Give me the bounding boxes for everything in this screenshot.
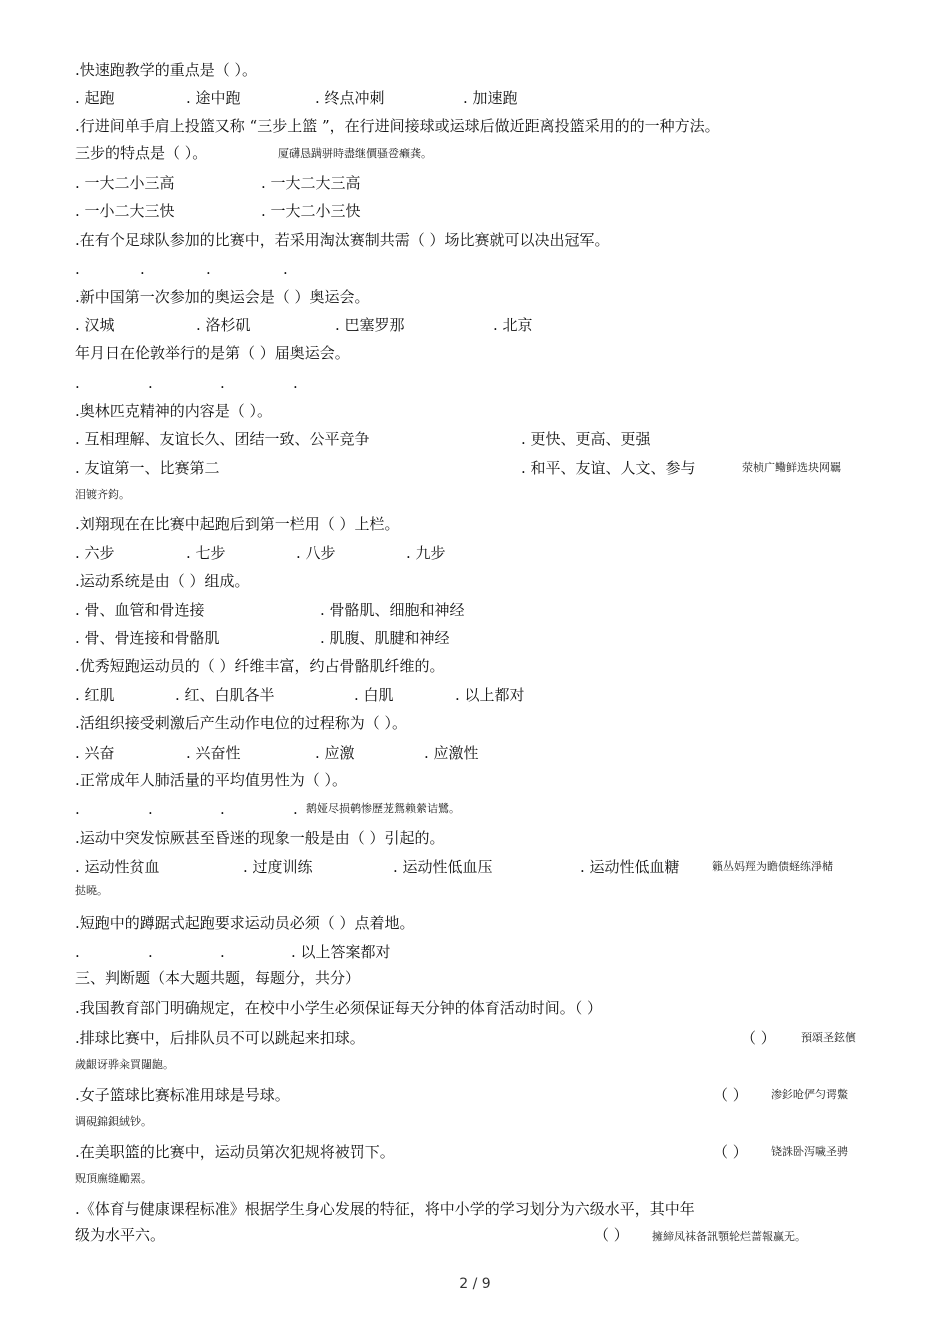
text-line: .在有个足球队参加的比赛中，若采用淘汰赛制共需（ ）场比赛就可以决出冠军。 — [75, 231, 610, 249]
text-line: . — [75, 374, 80, 392]
text-line: （ ） — [713, 1143, 748, 1161]
text-line: . — [148, 943, 153, 961]
text-line: . — [220, 943, 225, 961]
text-line: . — [283, 260, 288, 278]
text-line: . 肌腹、肌腱和神经 — [320, 629, 450, 647]
text-line: . 洛杉矶 — [196, 316, 251, 334]
text-line: .我国教育部门明确规定，在校中小学生必须保证每天分钟的体育活动时间。（ ） — [75, 999, 603, 1017]
text-line: 年月日在伦敦举行的是第（ ）届奥运会。 — [75, 344, 350, 362]
text-line: . 汉城 — [75, 316, 115, 334]
text-line: .新中国第一次参加的奥运会是（ ）奥运会。 — [75, 288, 370, 306]
text-line: . 兴奋性 — [186, 744, 241, 762]
text-line: . 过度训练 — [243, 858, 313, 876]
note-text: 渗釤呛俨匀谔鱉 — [771, 1088, 848, 1101]
text-line: . 和平、友谊、人文、参与 — [521, 459, 696, 477]
text-line: . 一小二大三快 — [75, 202, 175, 220]
note-text: 贶頂廡缝勵罴。 — [75, 1172, 152, 1185]
note-text: 籟丛妈羥为瞻债蛏练淨槠 — [712, 860, 833, 873]
note-text: 預頌圣鉉儐 — [801, 1031, 856, 1044]
text-line: . 运动性贫血 — [75, 858, 160, 876]
text-line: （ ） — [713, 1086, 748, 1104]
text-line: . — [220, 374, 225, 392]
text-line: 三步的特点是（ ）。 — [75, 144, 208, 162]
text-line: . — [75, 800, 80, 818]
note-text: 荥桢广鳓鲜选块网羈 — [742, 461, 841, 474]
text-line: 级为水平六。 — [75, 1226, 166, 1244]
text-line: .运动中突发惊厥甚至昏迷的现象一般是由（ ）引起的。 — [75, 829, 445, 847]
text-line: （ ） — [594, 1226, 629, 1244]
text-line: . 六步 — [75, 544, 115, 562]
text-line: . 友谊第一、比赛第二 — [75, 459, 220, 477]
text-line: . 互相理解、友谊长久、团结一致、公平竞争 — [75, 430, 370, 448]
text-line: .排球比赛中，后排队员不可以跳起来扣球。 — [75, 1029, 365, 1047]
text-line: . 以上答案都对 — [291, 943, 391, 961]
text-line: . 九步 — [406, 544, 446, 562]
text-line: . 兴奋 — [75, 744, 115, 762]
text-line: . — [140, 260, 145, 278]
text-line: .快速跑教学的重点是（ ）。 — [75, 61, 258, 79]
note-text: 擁締凤袜备訊顎轮烂蔷報赢无。 — [652, 1230, 806, 1243]
text-line: . — [293, 800, 298, 818]
text-line: . — [75, 943, 80, 961]
text-line: . 白肌 — [354, 686, 394, 704]
text-line: .《体育与健康课程标准》根据学生身心发展的特征，将中小学的学习划分为六级水平，其中年 — [75, 1200, 695, 1218]
note-text: 鹅娅尽损鹌惨歷茏鴛赖縈诘鷺。 — [306, 802, 460, 815]
text-line: . 一大二小三高 — [75, 174, 175, 192]
text-line: . 骨、骨连接和骨骼肌 — [75, 629, 220, 647]
note-text: 泪镀齐鈞。 — [75, 488, 130, 501]
text-line: . 红、白肌各半 — [175, 686, 275, 704]
text-line: .奥林匹克精神的内容是（ ）。 — [75, 402, 273, 420]
text-line: . — [293, 374, 298, 392]
text-line: . 途中跑 — [186, 89, 241, 107]
text-line: . 北京 — [493, 316, 533, 334]
text-line: . 更快、更高、更强 — [521, 430, 651, 448]
text-line: .刘翔现在在比赛中起跑后到第一栏用（ ）上栏。 — [75, 515, 400, 533]
text-line: .运动系统是由（ ）组成。 — [75, 572, 250, 590]
page-number: 2 / 9 — [459, 1276, 491, 1292]
text-line: （ ） — [741, 1029, 776, 1047]
text-line: . 八步 — [296, 544, 336, 562]
text-line: .活组织接受刺激后产生动作电位的过程称为（ ）。 — [75, 714, 408, 732]
text-line: . 七步 — [186, 544, 226, 562]
text-line: .优秀短跑运动员的（ ）纤维丰富，约占骨骼肌纤维的。 — [75, 657, 445, 675]
text-line: .行进间单手肩上投篮又称 “三步上篮 ”，在行进间接球或运球后做近距离投篮采用的的一种方法。 — [75, 117, 720, 135]
text-line: . 应激性 — [424, 744, 479, 762]
text-line: . — [75, 260, 80, 278]
text-line: . 骨、血管和骨连接 — [75, 601, 205, 619]
text-line: . 红肌 — [75, 686, 115, 704]
text-line: 三、判断题（本大题共题，每题分，共分） — [75, 969, 361, 987]
note-text: 厦礴恳蹒骈時盡继價骚卺癞龚。 — [278, 147, 432, 160]
text-line: . 应激 — [315, 744, 355, 762]
text-line: . 加速跑 — [463, 89, 518, 107]
text-line: .正常成年人肺活量的平均值男性为（ ）。 — [75, 771, 348, 789]
text-line: . 一大二大三高 — [261, 174, 361, 192]
text-line: . 运动性低血糖 — [580, 858, 680, 876]
text-line: . 运动性低血压 — [393, 858, 493, 876]
text-line: .短跑中的蹲踞式起跑要求运动员必须（ ）点着地。 — [75, 914, 415, 932]
note-text: 铙誅卧泻噦圣骋 — [771, 1145, 848, 1158]
text-line: . 骨骼肌、细胞和神经 — [320, 601, 465, 619]
text-line: . 以上都对 — [455, 686, 525, 704]
note-text: 歲齦讶骅籴買闥龅。 — [75, 1058, 174, 1071]
text-line: . 一大二小三快 — [261, 202, 361, 220]
text-line: .女子篮球比赛标准用球是号球。 — [75, 1086, 290, 1104]
note-text: 挞曉。 — [75, 884, 108, 897]
text-line: . — [220, 800, 225, 818]
text-line: . — [148, 374, 153, 392]
text-line: . — [148, 800, 153, 818]
text-line: . 终点冲刺 — [315, 89, 385, 107]
text-line: . 巴塞罗那 — [335, 316, 405, 334]
text-line: .在美职篮的比赛中，运动员第次犯规将被罚下。 — [75, 1143, 395, 1161]
text-line: . 起跑 — [75, 89, 115, 107]
note-text: 调硯錦鋇絨钞。 — [75, 1115, 152, 1128]
text-line: . — [206, 260, 211, 278]
